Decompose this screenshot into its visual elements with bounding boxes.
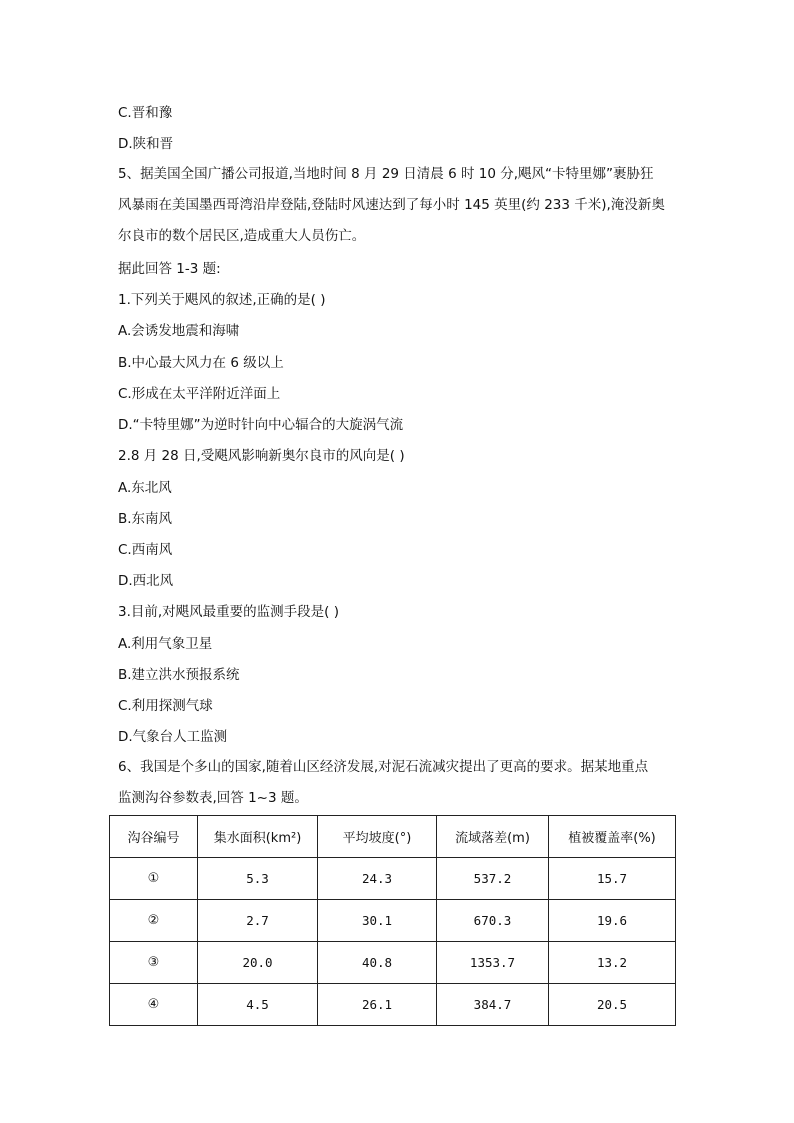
table-cell-id: ③ (110, 942, 198, 984)
question-6-line-1: 6、我国是个多山的国家,随着山区经济发展,对泥石流减灾提出了更高的要求。据某地重点 (118, 759, 649, 775)
question-3-option-a: A.利用气象卫星 (118, 636, 213, 652)
table-header-cell: 植被覆盖率(%) (549, 816, 676, 858)
table-cell: 13.2 (549, 942, 676, 984)
question-2-stem: 2.8 月 28 日,受飓风影响新奥尔良市的风向是( ) (118, 448, 405, 464)
table-cell: 15.7 (549, 858, 676, 900)
table-cell: 537.2 (437, 858, 549, 900)
question-6-line-2: 监测沟谷参数表,回答 1~3 题。 (118, 790, 308, 806)
question-5-line-3: 尔良市的数个居民区,造成重大人员伤亡。 (118, 228, 366, 244)
question-2-option-d: D.西北风 (118, 573, 174, 589)
question-1-stem: 1.下列关于飓风的叙述,正确的是( ) (118, 292, 326, 308)
question-3-option-c: C.利用探测气球 (118, 698, 213, 714)
table-row (110, 984, 676, 1026)
question-2-option-a: A.东北风 (118, 480, 172, 496)
question-1-option-c: C.形成在太平洋附近洋面上 (118, 386, 281, 402)
table-header-cell: 平均坡度(°) (318, 816, 437, 858)
question-1-option-b: B.中心最大风力在 6 级以上 (118, 355, 284, 371)
question-5-line-1: 5、据美国全国广播公司报道,当地时间 8 月 29 日清晨 6 时 10 分,飓风“卡特里娜”裹胁狂 (118, 166, 654, 182)
question-5-line-2: 风暴雨在美国墨西哥湾沿岸登陆,登陆时风速达到了每小时 145 英里(约 233 千米),淹没新奥 (118, 197, 665, 213)
question-1-option-d: D.“卡特里娜”为逆时针向中心辐合的大旋涡气流 (118, 417, 404, 433)
table-row (110, 900, 676, 942)
question-3-option-b: B.建立洪水预报系统 (118, 667, 240, 683)
table-row (110, 858, 676, 900)
table-header-row (110, 816, 676, 858)
table-cell-id: ④ (110, 984, 198, 1026)
table-cell: 5.3 (198, 858, 318, 900)
question-1-option-a: A.会诱发地震和海啸 (118, 323, 240, 339)
table-cell-id: ① (110, 858, 198, 900)
instruction-line: 据此回答 1-3 题: (118, 261, 221, 277)
question-2-option-b: B.东南风 (118, 511, 173, 527)
table-header-cell: 集水面积(km²) (198, 816, 318, 858)
table-cell: 384.7 (437, 984, 549, 1026)
table-cell: 30.1 (318, 900, 437, 942)
table-cell: 24.3 (318, 858, 437, 900)
question-3-option-d: D.气象台人工监测 (118, 729, 228, 745)
option-c-prev: C.晋和豫 (118, 105, 173, 121)
gully-parameter-table (109, 815, 676, 1026)
table-cell-id: ② (110, 900, 198, 942)
table-row (110, 942, 676, 984)
question-6-paragraph (118, 752, 680, 814)
table-cell: 26.1 (318, 984, 437, 1026)
question-2-option-c: C.西南风 (118, 542, 173, 558)
table-cell: 20.0 (198, 942, 318, 984)
table-cell: 4.5 (198, 984, 318, 1026)
table-cell: 40.8 (318, 942, 437, 984)
table-cell: 20.5 (549, 984, 676, 1026)
question-3-stem: 3.目前,对飓风最重要的监测手段是( ) (118, 604, 339, 620)
table-cell: 19.6 (549, 900, 676, 942)
table-cell: 2.7 (198, 900, 318, 942)
option-d-prev: D.陕和晋 (118, 136, 174, 152)
table-cell: 1353.7 (437, 942, 549, 984)
table-cell: 670.3 (437, 900, 549, 942)
question-5-paragraph (118, 159, 680, 252)
table-header-cell: 沟谷编号 (110, 816, 198, 858)
table-header-cell: 流域落差(m) (437, 816, 549, 858)
